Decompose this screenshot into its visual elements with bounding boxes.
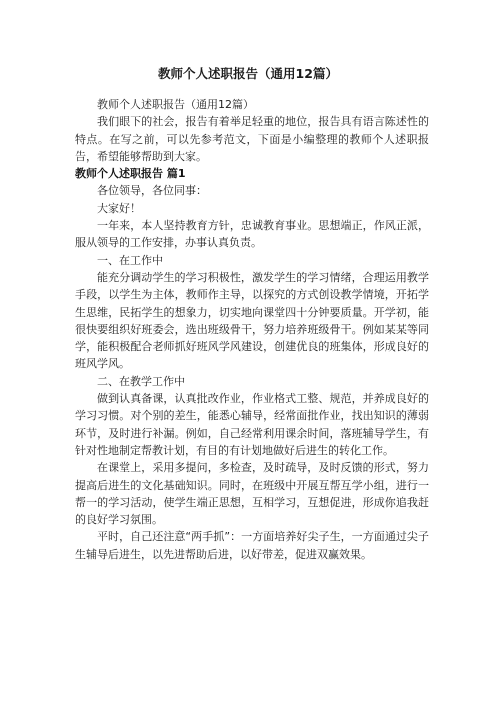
paragraph-5: 平时，自己还注意“两手抓”：一方面培养好尖子生，一方面通过尖子生辅导后进生，以先进帮助后进，以好带差，促进双赢效果。 [75,530,429,561]
greeting: 各位领导，各位同事： [97,184,207,198]
intro-title: 教师个人述职报告（通用12篇） [97,98,254,111]
paragraph-2: 能充分调动学生的学习积极性，激发学生的学习情绪，合理运用教学手段，以学生为主体，教师作主导，以探究的方式创设教学情境，开拓学生思维，民拓学生的想象力，切实地向课堂四十分钟要质量。开学初，能很快要组织好班委会，选出班级骨干，努力培养班级骨干。例如某某等同学，能积极配合老师抓好班风学风建设，创建优良的班集体，形成良好的班风学风。 [75,270,429,371]
document-title: 教师个人述职报告（通用12篇） [158,66,338,81]
section-heading: 教师个人述职报告 篇1 [75,167,186,181]
subheading-teaching: 二、在教学工作中 [97,374,185,388]
subheading-work: 一、在工作中 [97,253,163,267]
paragraph-4: 在课堂上，采用多提问，多检查，及时疏导，及时反馈的形式，努力提高后进生的文化基础知识。同时，在班级中开展互帮互学小组，进行一帮一的学习活动，使学生端正思想，互相学习，互想促进，形成你追我赶的良好学习氛围。 [75,461,429,527]
document-body [75,96,429,563]
paragraph-3: 做到认真备课，认真批改作业，作业格式工整、规范，并养成良好的学习习惯。对个别的差生，能悉心辅导，经常面批作业，找出知识的薄弱环节，及时进行补漏。例如，自己经常利用课余时间，落班辅导学生，有针对性地制定帮教计划，有目的有计划地做好后进生的转化工作。 [75,392,429,457]
intro-paragraph: 我们眼下的社会，报告有着举足轻重的地位，报告具有语言陈述性的特点。在写之前，可以先参考范文，下面是小编整理的教师个人述职报告，希望能够帮助到大家。 [75,115,429,163]
salutation: 大家好！ [97,201,141,215]
paragraph-1: 一年来，本人坚持教育方针，忠诚教育事业。思想端正，作风正派，服从领导的工作安排，办事认真负责。 [75,219,429,250]
